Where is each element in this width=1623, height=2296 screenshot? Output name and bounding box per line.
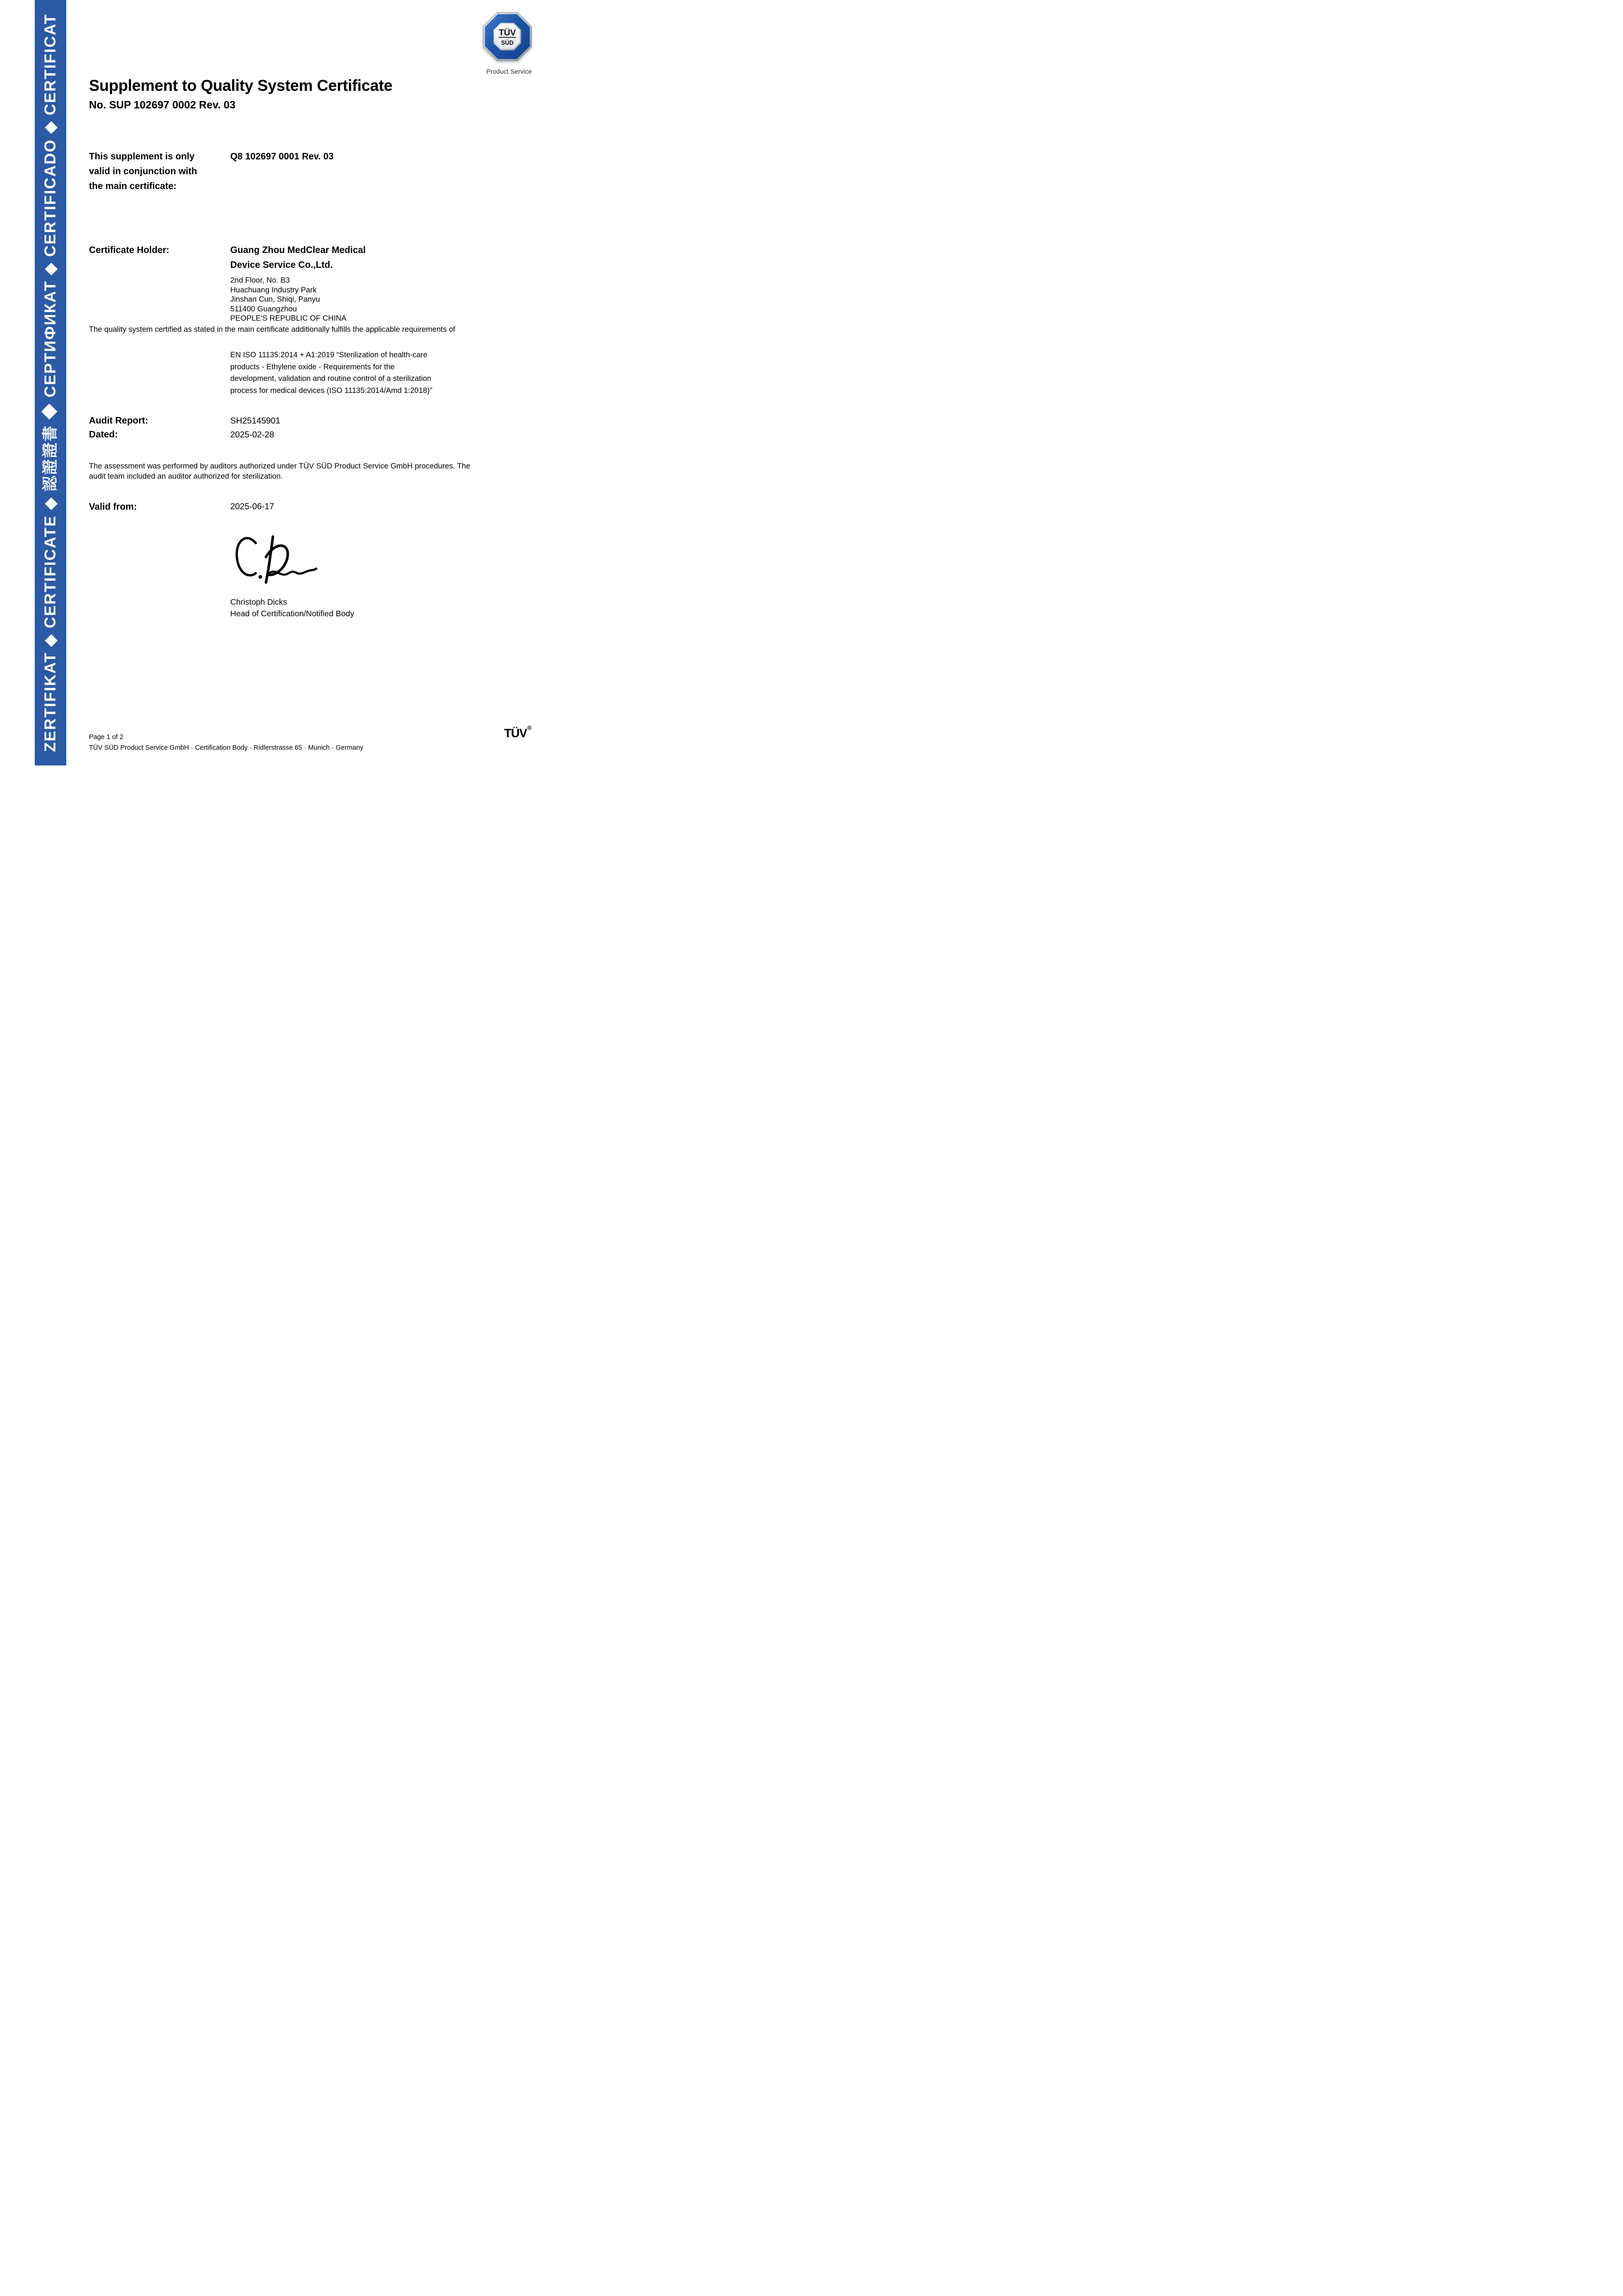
valid-from-row [89, 500, 274, 514]
certificate-holder-row [89, 243, 366, 323]
signature-image [232, 532, 322, 593]
standard-line: development, validation and routine control of a sterilization [230, 374, 431, 383]
fulfills-intro-paragraph: The quality system certified as stated in the main certificate additionally fulfills the applicable requirements of [89, 325, 455, 334]
side-band-text: ZERTIFIKAT ◆ CERTIFICATE ◆ 認證證書 ◆ СЕРТИФИКАТ ◆ CERTIFICADO ◆ CERTIFICAT [42, 13, 60, 752]
valid-from-label: Valid from: [89, 502, 137, 512]
tuv-sud-octagon-icon [483, 12, 532, 61]
footer-tuv-mark [504, 726, 531, 740]
logo-sud-text: SÜD [501, 39, 514, 46]
dated-label: Dated: [89, 430, 118, 440]
dated-row [89, 428, 274, 442]
certificate-number: No. SUP 102697 0002 Rev. 03 [89, 99, 236, 111]
logo-caption: Product Service [486, 68, 532, 75]
audit-report-value: SH25145901 [230, 416, 281, 425]
logo-tuv-text: TÜV [499, 27, 516, 38]
audit-report-row [89, 414, 280, 428]
footer-address-line: TÜV SÜD Product Service GmbH · Certification Body · Ridlerstrasse 65 · Munich · Germany [89, 744, 364, 752]
signatory-role: Head of Certification/Notified Body [230, 609, 354, 618]
footer-tuv-text: TÜV [504, 726, 527, 740]
dated-value: 2025-02-28 [230, 430, 274, 439]
main-certificate-row [89, 149, 334, 194]
valid-from-value: 2025-06-17 [230, 501, 274, 511]
page-indicator: Page 1 of 2 [89, 734, 124, 741]
holder-name-line1: Guang Zhou MedClear Medical [230, 245, 366, 255]
assessment-note-paragraph: The assessment was performed by auditors authorized under TÜV SÜD Product Service GmbH procedures. The audit team included an auditor authorized for sterilization. [89, 462, 470, 481]
certificate-holder-value [230, 243, 366, 323]
certificate-side-band [35, 0, 66, 765]
certificate-page [0, 0, 541, 765]
main-certificate-value: Q8 102697 0001 Rev. 03 [230, 152, 334, 162]
main-certificate-label: This supplement is only valid in conjunction with the main certificate: [89, 152, 197, 191]
certificate-holder-label: Certificate Holder: [89, 245, 170, 255]
registered-mark: ® [527, 724, 532, 731]
standard-line: process for medical devices (ISO 11135:2014/Amd 1:2018)” [230, 386, 432, 395]
address-line: 2nd Floor, No. B3 [230, 276, 290, 285]
holder-name-line2: Device Service Co.,Ltd. [230, 260, 333, 270]
standard-line: EN ISO 11135:2014 + A1:2019 “Sterilization of health-care [230, 351, 428, 359]
signatory-name: Christoph Dicks [230, 597, 287, 607]
address-line: Jinshan Cun, Shiqi, Panyu [230, 295, 320, 304]
standard-reference-block [230, 349, 432, 397]
tuv-sud-logo [483, 12, 532, 75]
address-line: 511400 Guangzhou [230, 304, 297, 313]
address-line: Huachuang Industry Park [230, 285, 317, 294]
audit-report-label: Audit Report: [89, 416, 148, 426]
address-line: PEOPLE'S REPUBLIC OF CHINA [230, 314, 347, 323]
standard-line: products - Ethylene oxide - Requirements for the [230, 362, 395, 371]
holder-address [230, 276, 366, 323]
document-title: Supplement to Quality System Certificate [89, 77, 392, 95]
